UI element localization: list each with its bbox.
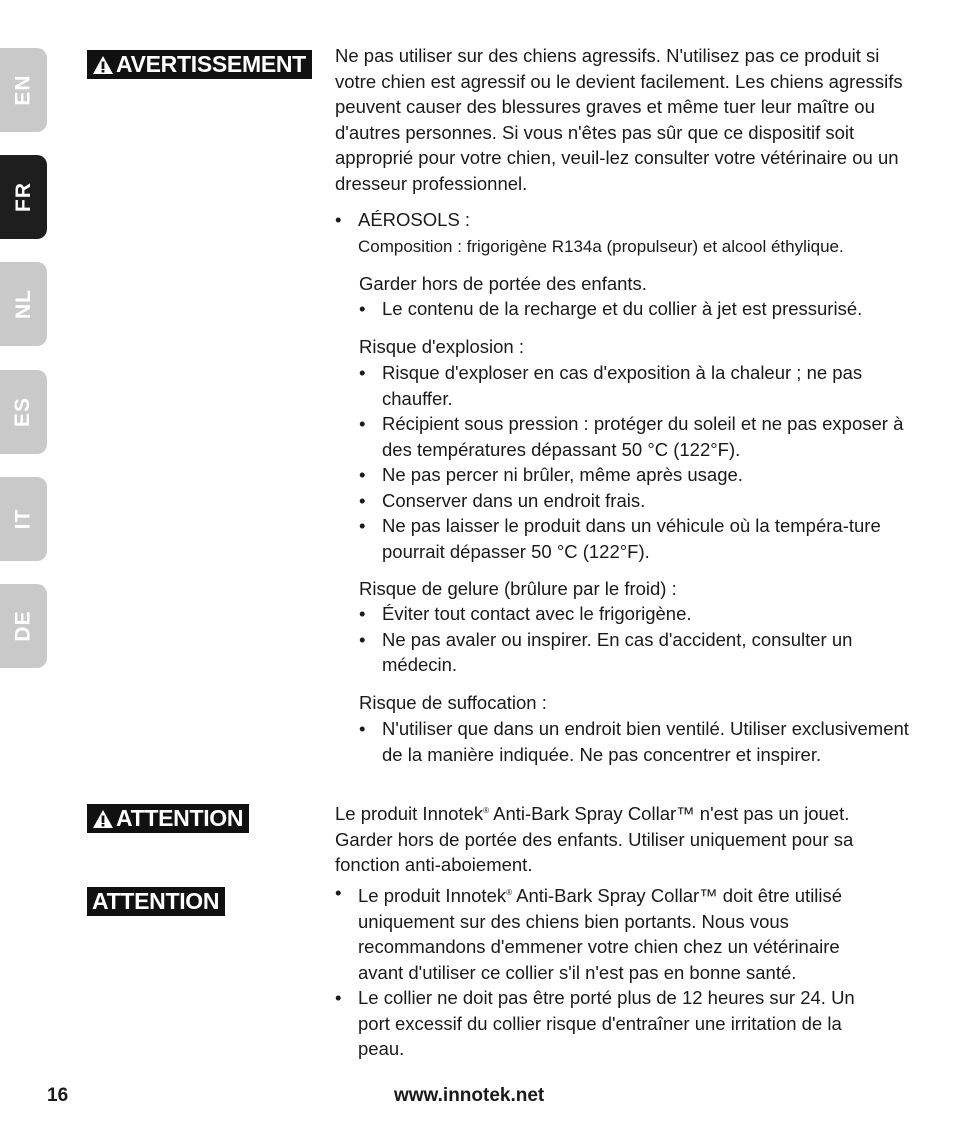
list-item: • Ne pas laisser le produit dans un véhicule où la tempéra-ture pourrait dépasser 50 °C (122°F). [359,513,909,564]
aerosols-composition: Composition : frigorigène R134a (propulseur) et alcool éthylique. [358,236,844,256]
text-segment: Le produit Innotek [335,803,484,824]
tab-label: DE [11,610,35,642]
text-segment: Anti-Bark Spray Collar™ n'est pas un jouet. Garder hors de portée des enfants. Utiliser uniquement pour sa fonction anti-aboiement. [335,803,854,875]
registered-mark: ® [506,888,513,897]
text-segment: Anti-Bark Spray Collar™ doit être utilisé uniquement sur des chiens bien portants. Nous vous recommandons d'emmener votre chien chez un vétérinaire avant d'utiliser ce collier s'il n'est pas en bonne santé. [358,885,843,983]
footer-url[interactable]: www.innotek.net [394,1085,545,1106]
section-list [359,360,909,564]
aerosols-list [335,207,885,259]
attention-text [335,798,905,878]
tab-fr[interactable] [0,155,47,239]
registered-mark: ® [483,806,490,815]
aerosols-heading: AÉROSOLS : [358,209,471,230]
tab-en[interactable] [0,48,47,132]
list-item: • Le contenu de la recharge et du collier à jet est pressurisé. [359,296,909,322]
tab-de[interactable] [0,584,47,668]
warning-triangle-icon [92,55,114,75]
list-item [335,985,885,1062]
list-item: • Ne pas percer ni brûler, même après usage. [359,462,909,488]
tab-label: NL [11,289,35,319]
tab-label: FR [11,182,35,212]
label-text: ATTENTION [116,805,244,831]
tab-nl[interactable] [0,262,47,346]
warning-triangle-icon [92,809,114,829]
avertissement-text: Ne pas utiliser sur des chiens agressifs. N'utilisez pas ce produit si votre chien est agressif ou le devient facilement. Les chiens agressifs peuvent causer des blessures graves et même tuer leur maître ou d'autres personnes. Si vous n'êtes pas sûr que ce dispositif soit approprié pour votre chien, veuil-lez consulter votre vétérinaire ou un dresseur professionnel. [335,45,903,194]
section-heading: Garder hors de portée des enfants. [359,273,647,294]
avertissement-label [87,50,312,79]
section-heading: Risque d'explosion : [359,336,524,357]
text-segment: Le collier ne doit pas être porté plus de 12 heures sur 24. Un port excessif du collier risque d'entraîner une irritation de la peau. [358,987,855,1059]
tab-label: IT [11,508,35,530]
section-list [359,296,909,322]
list-item [335,880,885,985]
attention-list [335,880,885,1062]
attention-label-plain [87,887,225,916]
list-item [335,207,885,259]
section-heading: Risque de suffocation : [359,692,547,713]
section-heading: Risque de gelure (brûlure par le froid) : [359,578,677,599]
list-item: • Ne pas avaler ou inspirer. En cas d'accident, consulter un médecin. [359,627,909,678]
page-number: 16 [47,1085,69,1106]
label-text: AVERTISSEMENT [116,51,306,77]
section-list [359,716,909,767]
list-item: • Éviter tout contact avec le frigorigène. [359,601,909,627]
label-text: ATTENTION [92,888,220,914]
list-item: • Récipient sous pression : protéger du soleil et ne pas exposer à des températures dépassant 50 °C (122°F). [359,411,909,462]
list-item: • Conserver dans un endroit frais. [359,488,909,514]
tab-it[interactable] [0,477,47,561]
tab-label: ES [11,396,35,428]
tab-es[interactable] [0,370,47,454]
list-item: • N'utiliser que dans un endroit bien ventilé. Utiliser exclusivement de la manière indiquée. Ne pas concentrer et inspirer. [359,716,909,767]
section-list [359,601,909,678]
tab-label: EN [11,74,35,106]
text-segment: Le produit Innotek [358,885,507,906]
list-item: • Risque d'exploser en cas d'exposition à la chaleur ; ne pas chauffer. [359,360,909,411]
attention-label [87,804,249,833]
